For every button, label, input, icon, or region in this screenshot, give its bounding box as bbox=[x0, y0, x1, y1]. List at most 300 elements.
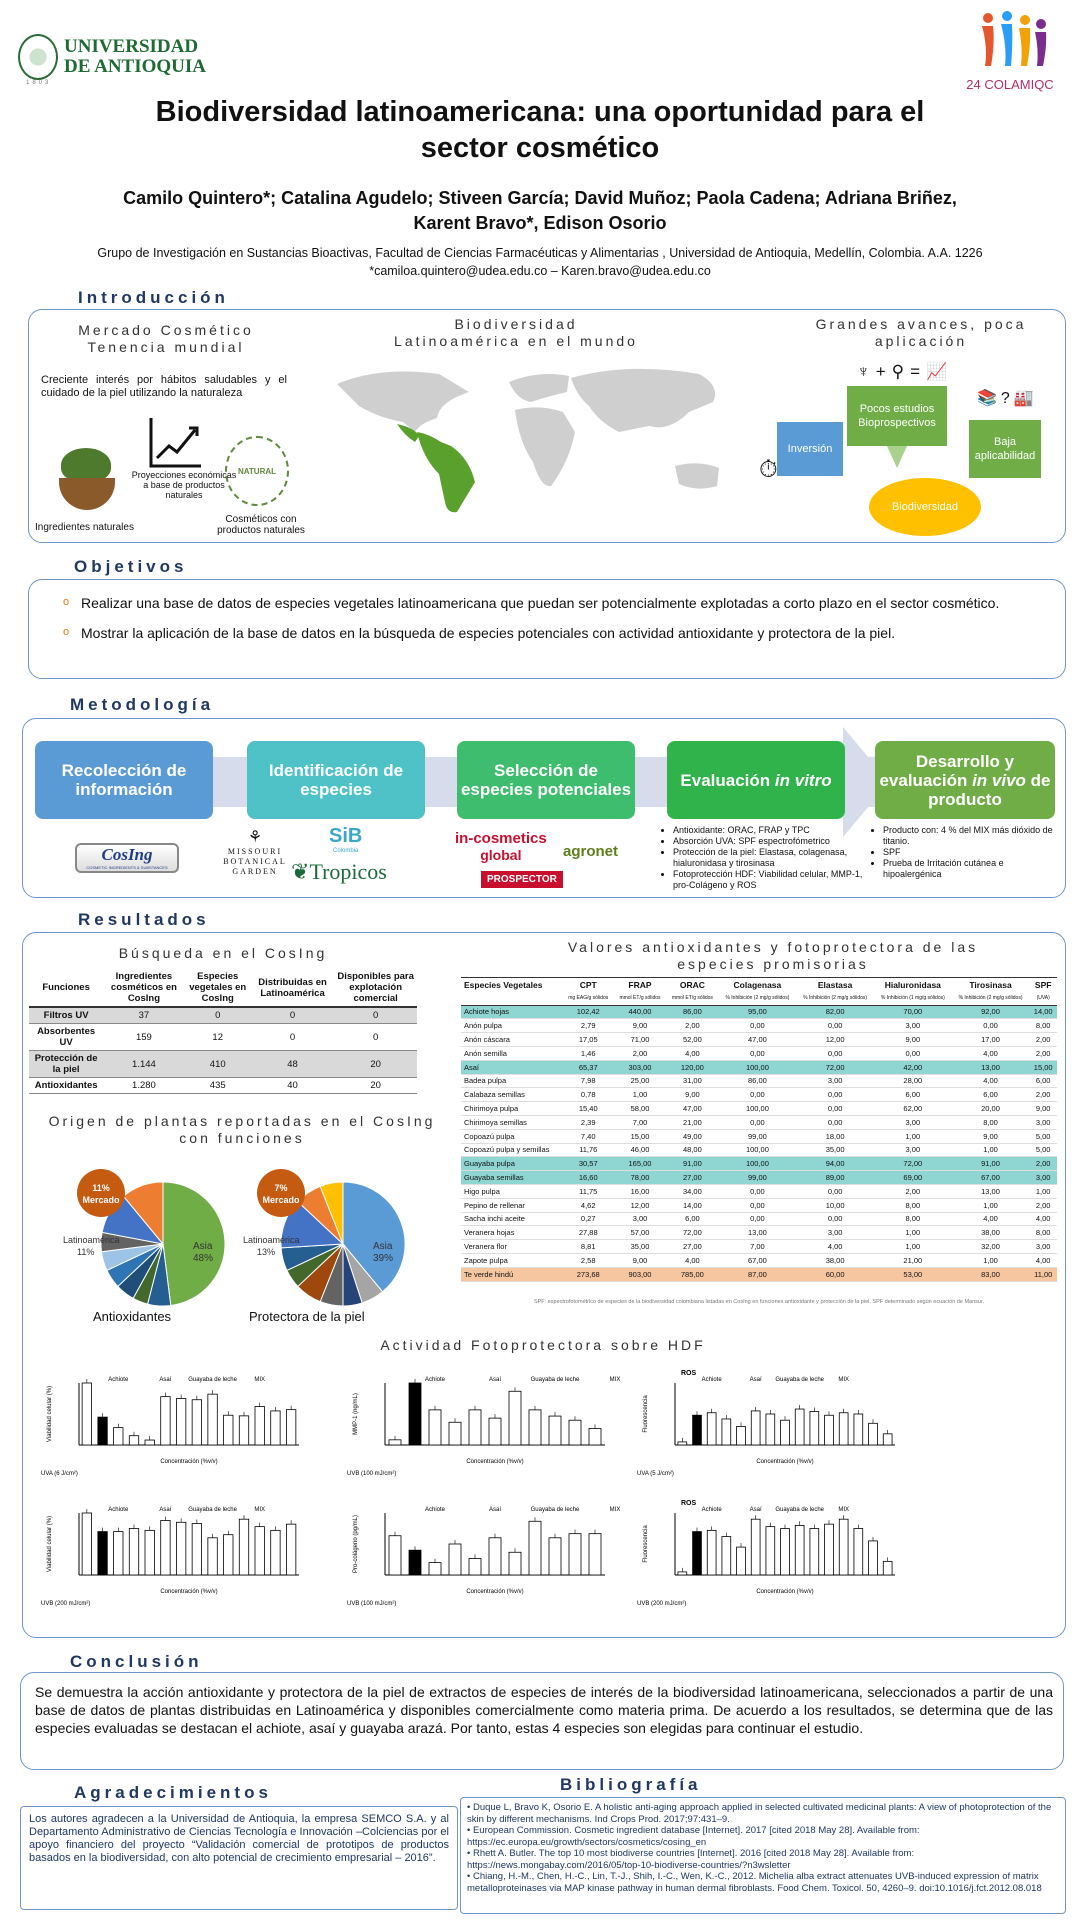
objectives-heading: Objetivos bbox=[74, 557, 188, 576]
values-cell: 0,00 bbox=[952, 1019, 1030, 1033]
udea-name-line1: UNIVERSIDAD bbox=[64, 36, 199, 57]
cosing-cell: 20 bbox=[334, 1051, 417, 1078]
values-footnote: SPF: espectrofotométrico de especies de la biodiversidad colombiana listadas en CosIng en funciones antioxidante y protección de la piel. SPF determinado según ecuación de Mansur. bbox=[533, 1299, 985, 1305]
cosing-cell: Antioxidantes bbox=[29, 1078, 103, 1094]
group-label: Guayaba de leche bbox=[775, 1377, 825, 1383]
values-cell: 99,00 bbox=[719, 1171, 797, 1185]
values-row bbox=[461, 1184, 1057, 1198]
missouri-leaf-icon: ⚘ bbox=[247, 829, 263, 846]
group-label: MIX bbox=[254, 1507, 266, 1513]
invitro-item: • Absorción UVA: SPF espectrofómetrico bbox=[673, 836, 863, 847]
mercado-bubble bbox=[77, 1169, 125, 1217]
values-cell: 10,00 bbox=[796, 1198, 874, 1212]
group-label: Asaí bbox=[488, 1507, 502, 1513]
missouri-text: MISSOURI BOTANICAL GARDEN bbox=[223, 847, 287, 876]
bar bbox=[255, 1527, 264, 1575]
missouri-logo bbox=[219, 827, 291, 877]
bar bbox=[208, 1538, 217, 1575]
values-cell: Badea pulpa bbox=[461, 1074, 563, 1088]
incosmetics-text: in-cosmetics bbox=[455, 830, 547, 847]
values-cell: 3,00 bbox=[1029, 1171, 1057, 1185]
bar-chart bbox=[343, 1493, 643, 1621]
cosing-row bbox=[29, 1007, 417, 1024]
values-cell: 16,00 bbox=[614, 1184, 666, 1198]
clock-icon: ⏱ bbox=[759, 456, 778, 483]
values-cell: 8,00 bbox=[1029, 1019, 1057, 1033]
values-cell: 67,00 bbox=[952, 1171, 1030, 1185]
step-evaluacion bbox=[667, 741, 845, 819]
values-col-unit: % Inhibición (2 mg/g sólidos) bbox=[725, 994, 790, 1001]
values-row bbox=[461, 1005, 1057, 1019]
market-title: Mercado Cosmético Tenencia mundial bbox=[78, 322, 254, 355]
lat-label: Latinoamérica bbox=[243, 1235, 300, 1245]
biodiversity-title: Biodiversidad Latinoamérica en el mundo bbox=[394, 316, 638, 349]
cosing-cell: 0 bbox=[185, 1007, 251, 1024]
values-cell: 11,00 bbox=[1029, 1267, 1057, 1281]
box-biodiversidad: Biodiversidad bbox=[869, 478, 981, 536]
values-row bbox=[461, 1253, 1057, 1267]
asia-pct: 48% bbox=[193, 1253, 214, 1264]
mercado-word: Mercado bbox=[262, 1195, 300, 1205]
bar bbox=[224, 1415, 233, 1445]
lat-pct: 11% bbox=[77, 1247, 95, 1257]
tropicos-text: Tropicos bbox=[309, 859, 387, 884]
values-cell: 65,37 bbox=[563, 1060, 614, 1074]
values-cell: 3,00 bbox=[874, 1115, 952, 1129]
objectives-panel bbox=[28, 579, 1066, 679]
bar bbox=[176, 1522, 185, 1575]
group-label: Guayaba de leche bbox=[530, 1507, 580, 1513]
bar-chart bbox=[37, 1493, 337, 1621]
concentration-label: Concentración (%v/v) bbox=[756, 1459, 814, 1465]
values-cell: 0,00 bbox=[874, 1046, 952, 1060]
bar bbox=[409, 1550, 421, 1575]
values-cell: Calabaza semillas bbox=[461, 1088, 563, 1102]
y-axis-label: Fluorescencia bbox=[643, 1525, 649, 1563]
methodology-heading: Metodología bbox=[70, 695, 215, 714]
bar bbox=[766, 1414, 775, 1445]
lat-pct: 13% bbox=[257, 1247, 276, 1257]
step-recoleccion: Recolección de información bbox=[35, 741, 213, 819]
values-cell: 49,00 bbox=[666, 1129, 718, 1143]
bar bbox=[883, 1561, 892, 1575]
bar bbox=[810, 1412, 819, 1445]
values-cell: 14,00 bbox=[666, 1198, 718, 1212]
y-axis-label: Viabilidad celular (%) bbox=[47, 1385, 53, 1443]
bib-heading: Bibliografía bbox=[560, 1775, 702, 1794]
bar bbox=[286, 1410, 295, 1445]
values-cell: 28,00 bbox=[874, 1074, 952, 1088]
values-cell: 38,00 bbox=[952, 1226, 1030, 1240]
bar bbox=[707, 1413, 716, 1445]
bar bbox=[161, 1397, 170, 1445]
cosing-col-header: Funciones bbox=[29, 969, 103, 1007]
values-cell: 47,00 bbox=[666, 1102, 718, 1116]
bar bbox=[751, 1519, 760, 1575]
values-cell: 4,00 bbox=[1029, 1253, 1057, 1267]
values-cell: 8,81 bbox=[563, 1240, 614, 1254]
irradiation-label: UVB (100 mJ/cm²) bbox=[347, 1471, 397, 1477]
title-line2: sector cosmético bbox=[420, 132, 660, 164]
values-cell: 8,00 bbox=[952, 1115, 1030, 1129]
incosmetics-logo bbox=[455, 831, 547, 863]
bar bbox=[192, 1400, 201, 1445]
values-cell: 303,00 bbox=[614, 1060, 666, 1074]
cosing-row bbox=[29, 1078, 417, 1094]
bib-list bbox=[467, 1802, 1059, 1894]
values-cell: 67,00 bbox=[719, 1253, 797, 1267]
cosing-logo bbox=[75, 843, 179, 873]
prospector-logo: PROSPECTOR bbox=[481, 871, 563, 888]
cosing-cell: 37 bbox=[103, 1007, 184, 1024]
bib-panel bbox=[460, 1797, 1066, 1914]
values-cell: 9,00 bbox=[1029, 1102, 1057, 1116]
conclusion-panel bbox=[20, 1672, 1064, 1770]
bar-chart bbox=[343, 1363, 643, 1491]
values-cell: 87,00 bbox=[719, 1267, 797, 1281]
values-cell: 9,00 bbox=[874, 1033, 952, 1047]
values-col-unit: % Inhibición (2 mg/g sólidos) bbox=[958, 994, 1023, 1001]
values-cell: 21,00 bbox=[874, 1253, 952, 1267]
values-cell: 2,00 bbox=[874, 1184, 952, 1198]
incosmetics-global: global bbox=[480, 847, 522, 863]
cosing-cell: 20 bbox=[334, 1078, 417, 1094]
values-cell: 13,00 bbox=[719, 1226, 797, 1240]
group-label: Achiote bbox=[701, 1377, 722, 1383]
values-cell: 3,00 bbox=[796, 1226, 874, 1240]
values-cell: Copoazú pulpa bbox=[461, 1129, 563, 1143]
values-cell: 0,00 bbox=[719, 1198, 797, 1212]
mortar-icon bbox=[53, 448, 123, 514]
bar bbox=[208, 1394, 217, 1445]
values-cell: 30,57 bbox=[563, 1157, 614, 1171]
values-cell: Copoazú pulpa y semillas bbox=[461, 1143, 563, 1157]
values-cell: 8,00 bbox=[1029, 1226, 1057, 1240]
values-cell: 0,00 bbox=[796, 1019, 874, 1033]
group-label: Guayaba de leche bbox=[775, 1507, 825, 1513]
values-cell: 47,00 bbox=[719, 1033, 797, 1047]
tropicos-leaf-icon: ❦ bbox=[291, 859, 310, 884]
udea-name-line2: DE ANTIOQUIA bbox=[64, 56, 206, 77]
natural-badge: NATURAL bbox=[237, 466, 277, 476]
values-cell: 69,00 bbox=[874, 1171, 952, 1185]
cosing-table bbox=[29, 969, 417, 1094]
values-cell: 1,00 bbox=[874, 1226, 952, 1240]
emails: *camiloa.quintero@udea.edu.co – Karen.bravo@udea.edu.co bbox=[369, 264, 711, 278]
values-cell: 100,00 bbox=[719, 1157, 797, 1171]
values-cell: 9,00 bbox=[952, 1129, 1030, 1143]
values-cell: 2,00 bbox=[1029, 1046, 1057, 1060]
bar bbox=[509, 1391, 521, 1445]
values-title: Valores antioxidantes y fotoprotectora de las especies promisorias bbox=[567, 939, 979, 972]
values-cell: 86,00 bbox=[719, 1074, 797, 1088]
values-row bbox=[461, 1019, 1057, 1033]
values-cell: 100,00 bbox=[719, 1143, 797, 1157]
cosing-cell: Filtros UV bbox=[29, 1007, 103, 1024]
values-cell: 15,40 bbox=[563, 1102, 614, 1116]
group-label: Asaí bbox=[749, 1377, 762, 1383]
ack-text: Los autores agradecen a la Universidad de Antioquia, la empresa SEMCO S.A. y al Departamento Administrativo de Ciencias Tecnología e Innovación –Colciencias por el apoyo financiero del proyecto “Validación comercial de prototipos de productos basados en la biodiversidad, con alto potencial de crecimiento empresarial – 2016”. bbox=[29, 1813, 449, 1864]
values-cell: 2,00 bbox=[1029, 1157, 1057, 1171]
values-cell: 18,00 bbox=[796, 1129, 874, 1143]
bar bbox=[161, 1520, 170, 1575]
ack-heading: Agradecimientos bbox=[74, 1783, 272, 1802]
values-cell: 86,00 bbox=[666, 1005, 718, 1019]
values-cell: 72,00 bbox=[796, 1060, 874, 1074]
values-cell: 2,00 bbox=[1029, 1198, 1057, 1212]
bar bbox=[795, 1525, 804, 1575]
values-cell: 31,00 bbox=[666, 1074, 718, 1088]
bar bbox=[255, 1407, 264, 1445]
cosing-cell: 1.280 bbox=[103, 1078, 184, 1094]
values-cell: 3,00 bbox=[1029, 1240, 1057, 1254]
group-label: Asaí bbox=[749, 1507, 762, 1513]
values-cell: Chirimoya semillas bbox=[461, 1115, 563, 1129]
values-col-header: ORAC bbox=[679, 979, 705, 990]
bar bbox=[589, 1428, 601, 1445]
values-cell: 0,00 bbox=[719, 1115, 797, 1129]
values-row bbox=[461, 1240, 1057, 1254]
values-cell: 2,00 bbox=[1029, 1088, 1057, 1102]
invitro-item: • Antioxidante: ORAC, FRAP y TPC bbox=[673, 825, 863, 836]
bar-chart bbox=[633, 1493, 933, 1621]
values-row bbox=[461, 1171, 1057, 1185]
cosing-cell: 0 bbox=[251, 1024, 334, 1051]
bib-item-text: Rhett A. Butler. The top 10 most biodiverse countries [Internet]. 2016 [cited 2018 May 28]. Available from: https://news.mongabay.com/2016/05/top-10-biodiverse-countries/?n3wsletter bbox=[467, 1848, 915, 1871]
lat-label: Latinoamérica bbox=[63, 1235, 120, 1245]
group-label: Asaí bbox=[159, 1377, 172, 1383]
bar bbox=[429, 1563, 441, 1575]
values-cell: 78,00 bbox=[614, 1171, 666, 1185]
values-cell: 0,78 bbox=[563, 1088, 614, 1102]
cosing-cell: 410 bbox=[185, 1051, 251, 1078]
bar bbox=[469, 1558, 481, 1575]
step-desarrollo-italic: in vivo bbox=[972, 770, 1026, 790]
values-cell: Guayaba semillas bbox=[461, 1171, 563, 1185]
invitro-item: • Fotoprotección HDF: Viabilidad celular, MMP-1, pro-Colágeno y ROS bbox=[673, 869, 863, 891]
group-label: MIX bbox=[609, 1507, 621, 1513]
y-axis-label: Viabilidad celular (%) bbox=[47, 1515, 53, 1573]
values-cell: 9,00 bbox=[614, 1253, 666, 1267]
cosing-col-header: Disponibles para explotación comercial bbox=[334, 969, 417, 1007]
values-cell: 3,00 bbox=[1029, 1115, 1057, 1129]
concentration-label: Concentración (%v/v) bbox=[466, 1589, 524, 1595]
values-cell: 94,00 bbox=[796, 1157, 874, 1171]
values-cell: 14,00 bbox=[1029, 1005, 1057, 1019]
bar bbox=[82, 1383, 91, 1445]
values-cell: 15,00 bbox=[614, 1129, 666, 1143]
udea-seal-icon bbox=[18, 34, 58, 80]
values-cell: 4,00 bbox=[952, 1212, 1030, 1226]
bar bbox=[224, 1535, 233, 1575]
values-cell: 11,76 bbox=[563, 1143, 614, 1157]
step-desarrollo-tail: de producto bbox=[928, 770, 1051, 809]
values-cell: 57,00 bbox=[614, 1226, 666, 1240]
colamiqc-logo bbox=[955, 8, 1065, 92]
world-map-icon bbox=[319, 362, 739, 522]
cosing-col-header: Especies vegetales en CosIng bbox=[185, 969, 251, 1007]
values-cell: 15,00 bbox=[1029, 1060, 1057, 1074]
mercado-pct: 11% bbox=[92, 1183, 110, 1193]
values-row bbox=[461, 1143, 1057, 1157]
group-label: MIX bbox=[254, 1377, 266, 1383]
values-col-header: Tirosinasa bbox=[969, 979, 1012, 990]
projections-label: Proyecciones económicas a base de productos naturales bbox=[131, 470, 237, 500]
values-cell: 62,00 bbox=[874, 1102, 952, 1116]
invivo-item: • Producto con: 4 % del MIX más dióxido de titanio. bbox=[883, 825, 1053, 847]
conclusion-text: Se demuestra la acción antioxidante y protectora de la piel de extractos de especies de interés de la biodiversidad latinoamericana, seleccionados a partir de una base de datos de plantas distribuidas en Latinoamérica y disponibles comercialmente como materia prima. De acuerdo a los resultados, se determina que de las especies evaluadas se destacan el achiote, asaí y guayaba arazá. Por tanto, estas 4 especies son elegidas para continuar el estudio. bbox=[35, 1684, 1053, 1736]
values-cell: 91,00 bbox=[666, 1157, 718, 1171]
step-seleccion: Selección de especies potenciales bbox=[457, 741, 635, 819]
values-row bbox=[461, 1033, 1057, 1047]
bar bbox=[529, 1521, 541, 1575]
bar bbox=[549, 1416, 561, 1445]
values-cell: 71,00 bbox=[614, 1033, 666, 1047]
bar bbox=[98, 1532, 107, 1575]
values-cell: 99,00 bbox=[719, 1129, 797, 1143]
bar bbox=[766, 1527, 775, 1575]
group-label: Achiote bbox=[108, 1377, 129, 1383]
pie2-label: Protectora de la piel bbox=[249, 1309, 365, 1324]
values-cell: 9,00 bbox=[614, 1019, 666, 1033]
values-col-header: Especies Vegetales bbox=[464, 979, 543, 990]
values-cell: 0,00 bbox=[796, 1102, 874, 1116]
authors bbox=[30, 186, 1050, 236]
group-label: Asaí bbox=[159, 1507, 172, 1513]
intro-panel bbox=[28, 309, 1066, 543]
values-cell: 1,00 bbox=[1029, 1184, 1057, 1198]
advances-title: Grandes avances, poca aplicación bbox=[815, 316, 1027, 349]
bar bbox=[549, 1538, 561, 1575]
values-cell: 58,00 bbox=[614, 1102, 666, 1116]
values-row bbox=[461, 1157, 1057, 1171]
group-label: Achiote bbox=[701, 1507, 722, 1513]
arrow-down-icon bbox=[887, 446, 907, 468]
values-cell: 1,46 bbox=[563, 1046, 614, 1060]
bar bbox=[286, 1524, 295, 1575]
values-cell: 100,00 bbox=[719, 1102, 797, 1116]
values-row bbox=[461, 1212, 1057, 1226]
cosing-logo-sub: COSMETIC INGREDIENTS & SUBSTANCES bbox=[86, 865, 168, 870]
values-cell: 6,00 bbox=[874, 1088, 952, 1102]
cosing-cell: 159 bbox=[103, 1024, 184, 1051]
bib-item: • Rhett A. Butler. The top 10 most biodiverse countries [Internet]. 2016 [cited 2018 May 28]. Available from: https://news.mongabay.com/2016/05/top-10-biodiverse-countries/?n3wsletter bbox=[467, 1848, 915, 1871]
values-cell: Veranera flor bbox=[461, 1240, 563, 1254]
bar bbox=[854, 1414, 863, 1445]
cosing-row bbox=[29, 1024, 417, 1051]
cosing-cell: Absorbentes UV bbox=[29, 1024, 103, 1051]
values-cell: 2,00 bbox=[614, 1046, 666, 1060]
bar bbox=[429, 1410, 441, 1445]
box-inversion: Inversión bbox=[777, 422, 843, 476]
values-cell: Anón semilla bbox=[461, 1046, 563, 1060]
bar bbox=[589, 1534, 601, 1575]
bib-item-text: Chiang, H.-M., Chen, H.-C., Lin, T.-J., Shih, I.-C., Wen, K.-C., 2012. Michelia alba extract attenuates UVB-induced expression of matrix metalloproteinases via MAP kinase pathway in human dermal fibroblasts. Food Chem. Toxicol. 50, 4260–9. doi:10.1016/j.fct.2012.08.018 bbox=[467, 1871, 1042, 1894]
values-cell: Anón pulpa bbox=[461, 1019, 563, 1033]
bar-chart bbox=[37, 1363, 337, 1491]
poster-title bbox=[40, 94, 1040, 166]
values-cell: 3,00 bbox=[874, 1019, 952, 1033]
values-cell: 100,00 bbox=[719, 1060, 797, 1074]
bar bbox=[409, 1383, 421, 1445]
bar bbox=[869, 1423, 878, 1445]
ros-label: ROS bbox=[681, 1370, 697, 1377]
values-cell: Higo pulpa bbox=[461, 1184, 563, 1198]
bar bbox=[795, 1409, 804, 1445]
values-row bbox=[461, 1115, 1057, 1129]
values-cell: 0,00 bbox=[719, 1184, 797, 1198]
values-cell: 8,00 bbox=[874, 1212, 952, 1226]
y-axis-label: MMP-1 (ng/mL) bbox=[353, 1393, 359, 1435]
values-cell: 32,00 bbox=[952, 1240, 1030, 1254]
values-cell: 4,00 bbox=[952, 1046, 1030, 1060]
bar bbox=[810, 1529, 819, 1576]
objective-2: o Mostrar la aplicación de la base de datos en la búsqueda de especies potenciales con actividad antioxidante y protectora de la piel. bbox=[53, 624, 1045, 642]
bar bbox=[781, 1529, 790, 1576]
bar bbox=[145, 1530, 154, 1575]
values-col-header: FRAP bbox=[628, 979, 652, 990]
values-col-header: CPT bbox=[579, 979, 597, 990]
irradiation-label: UVB (200 mJ/cm²) bbox=[41, 1601, 91, 1607]
group-label: Guayaba de leche bbox=[188, 1507, 237, 1513]
values-col-unit: mmol ET/g sólidos bbox=[619, 994, 661, 1001]
bar bbox=[529, 1410, 541, 1445]
bar bbox=[569, 1420, 581, 1445]
udea-logo bbox=[18, 34, 228, 84]
bar bbox=[737, 1547, 746, 1575]
values-cell: 4,00 bbox=[952, 1074, 1030, 1088]
values-cell: 0,00 bbox=[719, 1088, 797, 1102]
concentration-label: Concentración (%v/v) bbox=[160, 1459, 218, 1465]
values-cell: 89,00 bbox=[796, 1171, 874, 1185]
cosing-table-title: Búsqueda en el CosIng bbox=[118, 945, 328, 961]
irradiation-label: UVA (5 J/cm²) bbox=[637, 1471, 674, 1477]
results-heading: Resultados bbox=[78, 910, 210, 929]
asia-label: Asia bbox=[373, 1241, 393, 1252]
values-cell: 903,00 bbox=[614, 1267, 666, 1281]
values-cell: 1,00 bbox=[952, 1143, 1030, 1157]
bar bbox=[707, 1530, 716, 1575]
bar bbox=[781, 1420, 790, 1445]
values-cell: 42,00 bbox=[874, 1060, 952, 1074]
mercado-pct: 7% bbox=[274, 1183, 288, 1193]
values-cell: 82,00 bbox=[796, 1005, 874, 1019]
values-cell: Achiote hojas bbox=[461, 1005, 563, 1019]
cosing-cell: 0 bbox=[334, 1024, 417, 1051]
values-cell: 91,00 bbox=[952, 1157, 1030, 1171]
values-cell: 7,00 bbox=[614, 1115, 666, 1129]
values-col-header: SPF bbox=[1034, 979, 1052, 990]
group-label: Achiote bbox=[424, 1507, 446, 1513]
title-line1: Biodiversidad latinoamericana: una oportunidad para el bbox=[155, 96, 925, 128]
values-cell: 8,00 bbox=[874, 1198, 952, 1212]
values-cell: Zapote pulpa bbox=[461, 1253, 563, 1267]
step-evaluacion-italic: in vitro bbox=[774, 770, 832, 790]
values-col-unit bbox=[461, 991, 563, 1005]
origin-title: Origen de plantas reportadas en el CosIng con funciones bbox=[48, 1113, 436, 1146]
sib-sub: Colombia bbox=[332, 848, 359, 854]
bar bbox=[129, 1529, 138, 1576]
bar bbox=[176, 1399, 185, 1446]
values-cell: 17,05 bbox=[563, 1033, 614, 1047]
values-cell: 2,39 bbox=[563, 1115, 614, 1129]
values-cell: 0,00 bbox=[719, 1019, 797, 1033]
bar bbox=[114, 1428, 123, 1445]
values-cell: 70,00 bbox=[874, 1005, 952, 1019]
values-cell: 38,00 bbox=[796, 1253, 874, 1267]
values-cell: 6,00 bbox=[666, 1212, 718, 1226]
values-col-unit: (UVA) bbox=[1036, 994, 1050, 1001]
